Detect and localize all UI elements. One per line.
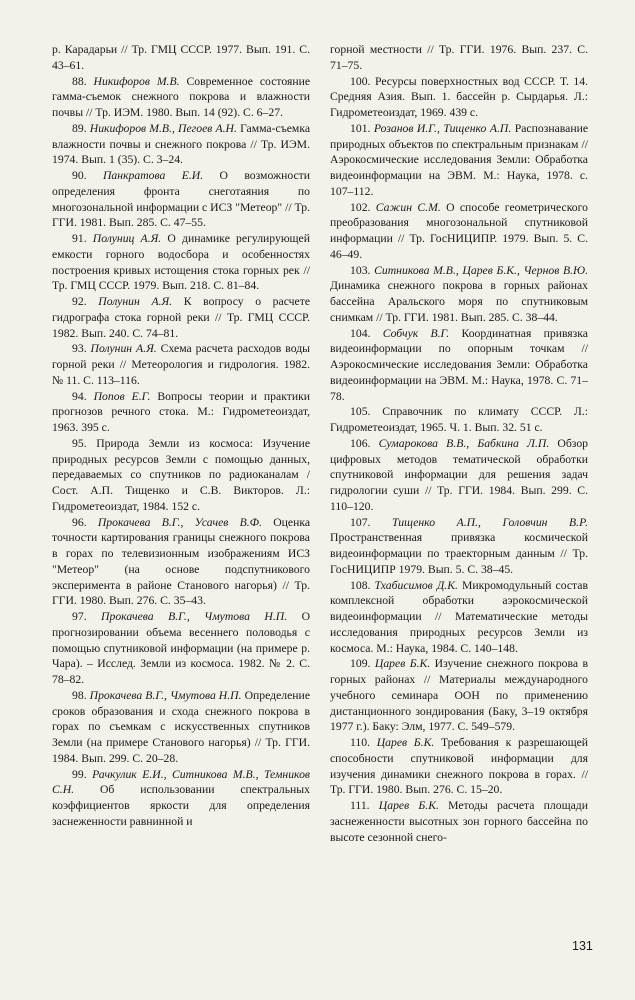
bibliography-entry xyxy=(330,436,588,515)
entry-number: 105. xyxy=(350,405,371,419)
entry-text: Изучение снежного покрова в горных районах // Материалы международного учебного семинара ООН по применению дистанционного зондирования (Баку, 3–19 октября 1977 г.). Баку: Элм, 1977. С. 549–579. xyxy=(330,657,589,734)
entry-text: Требования к разрешающей способности спутниковой информации для изучения динамики снежного покрова в горах. // Тр. ГГИ. 1980. Вып. 276. С. 15–20. xyxy=(330,736,589,797)
entry-number: 94. xyxy=(72,389,87,403)
bibliography-entry xyxy=(52,609,310,688)
entry-number: 106. xyxy=(350,436,371,450)
entry-authors: Царев Б.К. xyxy=(378,799,439,812)
entry-text: Справочник по климату СССР. Л.: Гидрометеоиздат, 1965. Ч. 1. Вып. 32. 51 с. xyxy=(330,405,588,434)
bibliography-entry xyxy=(330,656,588,735)
entry-text: Вопросы теории и практики прогнозов речного стока. М.: Гидрометеоиздат, 1963. 395 с. xyxy=(52,389,311,434)
entry-text: О способе геометрического преобразования многозональной спутниковой информации // Тр. ГосНИЦИПР. 1979. Вып. 5. С. 46–49. xyxy=(330,200,589,261)
bibliography-entry xyxy=(52,231,310,294)
bibliography-entry xyxy=(52,688,310,767)
entry-text: Определение сроков образования и схода снежного покрова в горах по съемкам с искусственных спутников Земли (на примере Станового нагорья) // Тр. ГГИ. 1984. Вып. 299. С. 20–28. xyxy=(52,688,311,765)
entry-authors: Тхабисимов Д.К. xyxy=(374,578,458,592)
entry-text: Динамика снежного покрова в горных районах бассейна Аральского моря по спутниковым снимкам // Тр. ГГИ. 1981. Вып. 285. С. 38–44. xyxy=(330,279,588,324)
entry-text: Микромодульный состав комплексной обработки аэрокосмической видеоинформации // Математические методы исследования природных ресурсов Земли из космоса. М.: Наука, 1984. С. 140–148. xyxy=(330,578,588,655)
entry-number: 90. xyxy=(72,169,87,182)
entry-authors: Никифоров М.В., Пегоев А.Н. xyxy=(89,121,237,135)
continuation-text: горной местности // Тр. ГГИ. 1976. Вып. 237. С. 71–75. xyxy=(330,43,588,72)
bibliography-entry xyxy=(52,121,310,168)
entry-number: 110. xyxy=(350,736,371,749)
entry-text: Современное состояние гамма-съемок снежного покрова и влажности почвы // Тр. ИЭМ. 1980. Вып. 14 (92). С. 6–27. xyxy=(52,74,311,119)
entry-number: 104. xyxy=(350,326,371,340)
entry-number: 109. xyxy=(350,657,371,671)
bibliography-entry xyxy=(330,74,588,121)
entries xyxy=(330,74,588,846)
entry-authors: Тищенко А.П., Головчин В.Р. xyxy=(392,515,588,529)
entry-authors: Прокачева В.Г., Чмутова Н.П. xyxy=(101,610,288,623)
entry-authors: Сумарокова В.В., Бабкина Л.П. xyxy=(378,436,550,450)
entry-number: 93. xyxy=(72,342,87,356)
entry-number: 97. xyxy=(72,610,87,623)
entry-text: К вопросу о расчете гидрографа стока горной реки // Тр. ГМЦ СССР. 1982. Вып. 240. С. 74–81. xyxy=(52,295,311,340)
entry-text: Распознавание природных объектов по спектральным признакам // Аэрокосмические исследования Земли: Обработка видеоинформации на ЭВМ. М.: Наука, 1978. с. 107–112. xyxy=(330,121,589,198)
entry-number: 101. xyxy=(350,121,371,135)
bibliography-entry xyxy=(52,767,310,830)
entry-number: 107. xyxy=(350,515,371,529)
entry-number: 95. xyxy=(72,436,87,450)
entry-text: О возможности определения фронта снеготаяния по многозональной информации с ИСЗ "Метеор" // Тр. ГГИ. 1981. Вып. 285. С. 47–55. xyxy=(52,169,311,230)
entry-authors: Никифоров М.В. xyxy=(93,74,180,88)
bibliography-entry xyxy=(330,735,588,798)
entry-authors: Собчук В.Г. xyxy=(382,326,450,340)
entry-authors: Полуниц А.Я. xyxy=(92,232,162,245)
entry-authors: Полунин А.Я. xyxy=(98,295,173,308)
bibliography-entry xyxy=(52,294,310,341)
entry-authors: Прокачева В.Г., Чмутова Н.П. xyxy=(89,688,242,702)
bibliography-entry xyxy=(330,263,588,326)
entry-text: О динамике регулирующей емкости горного водосбора и особенностях построения кривых истощения стока горных рек // Тр. ГМЦ СССР. 1979. Вып. 218. С. 81–84. xyxy=(52,232,311,293)
bibliography-entry xyxy=(330,515,588,578)
entry-text: Об использовании спектральных коэффициентов яркости для определения заснеженности равнинной и xyxy=(52,783,311,828)
bibliography-entry xyxy=(52,515,310,610)
entry-text: Ресурсы поверхностных вод СССР. Т. 14. Средняя Азия. Вып. 1. бассейн р. Сырдарья. Л.: Гидрометеоиздат, 1969. 439 с. xyxy=(330,74,588,119)
entry-number: 100. xyxy=(350,74,371,88)
entry-text: Схема расчета расходов воды горной реки // Метеорология и гидрология. 1982. № 11. С. 113–116. xyxy=(52,342,311,387)
bibliography-entry xyxy=(52,389,310,436)
entry-text: Природа Земли из космоса: Изучение природных ресурсов Земли с помощью данных, передаваемых со спутников по радиоканалам / Сост. А.П. Тищенко и С.В. Викторов. Л.: Гидрометеоиздат, 1984. 152 с. xyxy=(52,436,311,513)
bibliography-entry xyxy=(52,341,310,388)
continuation-text: р. Карадарьи // Тр. ГМЦ СССР. 1977. Вып. 191. С. 43–61. xyxy=(52,43,310,72)
entry-authors: Полунин А.Я. xyxy=(90,342,157,356)
bibliography-entry xyxy=(330,578,588,657)
right-column xyxy=(330,42,588,845)
entry-number: 91. xyxy=(72,232,87,245)
entry-authors: Царев Б.К. xyxy=(374,657,431,671)
entry-number: 96. xyxy=(72,515,87,529)
entry-number: 88. xyxy=(72,74,87,88)
page-number: 131 xyxy=(572,939,593,953)
entry-authors: Сажин С.М. xyxy=(375,200,441,214)
entry-authors: Розанов И.Г., Тищенко А.П. xyxy=(373,121,512,135)
entry-number: 99. xyxy=(72,767,87,781)
bibliography-entry xyxy=(52,436,310,515)
entry-authors: Рачкулик Е.И., Ситникова М.В., Темников С.Н. xyxy=(52,767,310,797)
entry-authors: Панкратова Е.И. xyxy=(102,169,204,182)
bibliography-entry xyxy=(52,168,310,231)
entry-number: 98. xyxy=(72,688,87,702)
entries xyxy=(52,74,310,830)
entry-number: 89. xyxy=(72,121,87,135)
entry-text: О прогнозировании объема весеннего половодья с помощью спутниковой информации (на примере р. Чара). – Исслед. Земли из космоса. 1982. № 2. С. 78–82. xyxy=(52,610,311,686)
entry-text: Методы расчета площади заснеженности высотных зон горного бассейна по высоте сезонной снего- xyxy=(330,799,588,844)
entry-authors: Прокачева В.Г., Усачев В.Ф. xyxy=(97,515,262,529)
bibliography-entry xyxy=(330,798,588,845)
bibliography-entry xyxy=(330,200,588,263)
left-column xyxy=(52,42,310,830)
bibliography-entry xyxy=(330,404,588,436)
bibliography-entry xyxy=(330,326,588,405)
entry-number: 108. xyxy=(350,578,371,592)
bibliography-entry xyxy=(330,121,588,200)
entry-number: 102. xyxy=(350,200,371,214)
entry-text: Оценка точности картирования границы снежного покрова в горах по телевизионным изображениям ИСЗ "Метеор" (на основе подспутникового эксперимента в районе Станового нагорья) // Тр. ГГИ. 1980. Вып. 276. С. 35–43. xyxy=(52,515,311,608)
entry-text: Обзор цифровых методов тематической обработки спутниковой информации для решения задач гидрологии суши // Тр. ГГИ. 1984. Вып. 299. С. 110–120. xyxy=(330,436,589,513)
entry-text: Пространственная привязка космической видеоинформации по траекторным данным // Тр. ГосНИЦИПР 1979. Вып. 5. С. 38–45. xyxy=(330,531,588,576)
entry-number: 92. xyxy=(72,295,87,308)
entry-authors: Царев Б.К. xyxy=(376,736,435,749)
entry-number: 111. xyxy=(350,799,370,812)
entry-authors: Попов Е.Г. xyxy=(93,389,151,403)
bibliography-entry xyxy=(52,74,310,121)
entry-number: 103. xyxy=(350,263,371,277)
entry-text: Гамма-съемка влажности почвы и снежного покрова // Тр. ИЭМ. 1974. Вып. 1 (35). С. 3–24. xyxy=(52,121,311,167)
entry-authors: Ситникова М.В., Царев Б.К., Чернов В.Ю. xyxy=(374,263,588,277)
entry-text: Координатная привязка видеоинформации по опорным точкам // Аэрокосмические исследования Земли: Обработка видеоинформации на ЭВМ. М.: Наука, 1978. С. 71–78. xyxy=(330,326,588,403)
